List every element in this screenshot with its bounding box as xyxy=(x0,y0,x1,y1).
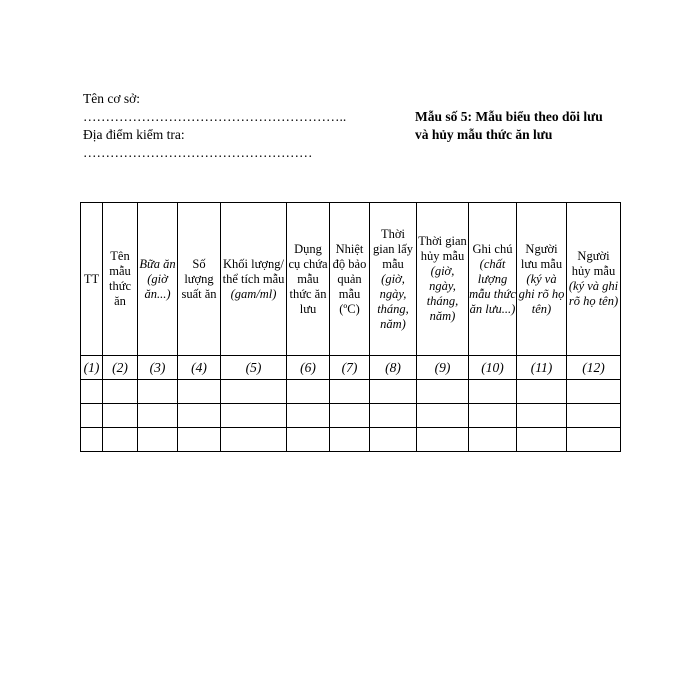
blank-cell[interactable] xyxy=(517,380,567,404)
col-number: (5) xyxy=(221,356,287,380)
col-header-temperature: Nhiệt độ bảo quản mẫu (ºC) xyxy=(330,203,370,356)
col-header-notes: Ghi chú (chất lượng mẫu thức ăn lưu...) xyxy=(469,203,517,356)
column-number-row xyxy=(81,356,621,380)
blank-cell[interactable] xyxy=(370,380,417,404)
col-header-sample-name: Tên mẫu thức ăn xyxy=(103,203,138,356)
form-title-line2: và hủy mẫu thức ăn lưu xyxy=(415,127,553,142)
col-header-weight: Khối lượng/ thể tích mẫu (gam/ml) xyxy=(221,203,287,356)
blank-cell[interactable] xyxy=(469,380,517,404)
blank-cell[interactable] xyxy=(287,404,330,428)
blank-cell[interactable] xyxy=(103,428,138,452)
blank-cell[interactable] xyxy=(417,380,469,404)
blank-cell[interactable] xyxy=(138,428,178,452)
blank-cell[interactable] xyxy=(567,404,621,428)
col-number: (2) xyxy=(103,356,138,380)
col-header-sampling-time: Thời gian lấy mẫu (giờ, ngày, tháng, năm) xyxy=(370,203,417,356)
blank-cell[interactable] xyxy=(178,404,221,428)
location-dots: …………………………………………… xyxy=(83,145,313,160)
blank-cell[interactable] xyxy=(221,404,287,428)
blank-cell[interactable] xyxy=(517,404,567,428)
form-title-line1: Mẫu số 5: Mẫu biểu theo dõi lưu xyxy=(415,109,603,124)
col-header-sampler: Người lưu mẫu (ký và ghi rõ họ tên) xyxy=(517,203,567,356)
col-number: (12) xyxy=(567,356,621,380)
location-label: Địa điểm kiểm tra: xyxy=(83,127,185,142)
blank-cell[interactable] xyxy=(138,404,178,428)
blank-cell[interactable] xyxy=(287,428,330,452)
blank-cell[interactable] xyxy=(81,380,103,404)
blank-cell[interactable] xyxy=(330,404,370,428)
blank-cell[interactable] xyxy=(287,380,330,404)
col-number: (1) xyxy=(81,356,103,380)
blank-cell[interactable] xyxy=(330,380,370,404)
col-header-container: Dụng cụ chứa mẫu thức ăn lưu xyxy=(287,203,330,356)
col-number: (9) xyxy=(417,356,469,380)
blank-cell[interactable] xyxy=(221,428,287,452)
col-header-disposal-time: Thời gian hủy mẫu (giờ, ngày, tháng, năm) xyxy=(417,203,469,356)
blank-entry-row xyxy=(81,404,621,428)
blank-cell[interactable] xyxy=(567,428,621,452)
col-number: (6) xyxy=(287,356,330,380)
blank-cell[interactable] xyxy=(103,380,138,404)
blank-cell[interactable] xyxy=(517,428,567,452)
blank-cell[interactable] xyxy=(81,428,103,452)
col-number: (7) xyxy=(330,356,370,380)
facility-label: Tên cơ sở: xyxy=(83,91,141,106)
blank-cell[interactable] xyxy=(370,404,417,428)
blank-cell[interactable] xyxy=(469,428,517,452)
blank-cell[interactable] xyxy=(370,428,417,452)
col-header-disposer: Người hủy mẫu (ký và ghi rõ họ tên) xyxy=(567,203,621,356)
blank-cell[interactable] xyxy=(138,380,178,404)
blank-cell[interactable] xyxy=(330,428,370,452)
col-number: (3) xyxy=(138,356,178,380)
col-number: (11) xyxy=(517,356,567,380)
blank-cell[interactable] xyxy=(417,404,469,428)
blank-cell[interactable] xyxy=(221,380,287,404)
col-number: (4) xyxy=(178,356,221,380)
facility-info xyxy=(83,90,346,162)
blank-cell[interactable] xyxy=(417,428,469,452)
blank-cell[interactable] xyxy=(81,404,103,428)
blank-entry-row xyxy=(81,380,621,404)
blank-cell[interactable] xyxy=(567,380,621,404)
col-header-portions: Số lượng suất ăn xyxy=(178,203,221,356)
blank-cell[interactable] xyxy=(178,380,221,404)
col-number: (8) xyxy=(370,356,417,380)
form-title xyxy=(415,108,635,144)
col-header-meal: Bữa ăn (giờ ăn...) xyxy=(138,203,178,356)
blank-cell[interactable] xyxy=(469,404,517,428)
facility-dots: ………………………………………………….. xyxy=(83,109,347,124)
food-sample-log-table xyxy=(80,202,621,452)
header-row xyxy=(81,203,621,356)
col-number: (10) xyxy=(469,356,517,380)
col-header-tt: TT xyxy=(81,203,103,356)
blank-cell[interactable] xyxy=(178,428,221,452)
blank-entry-row xyxy=(81,428,621,452)
blank-cell[interactable] xyxy=(103,404,138,428)
